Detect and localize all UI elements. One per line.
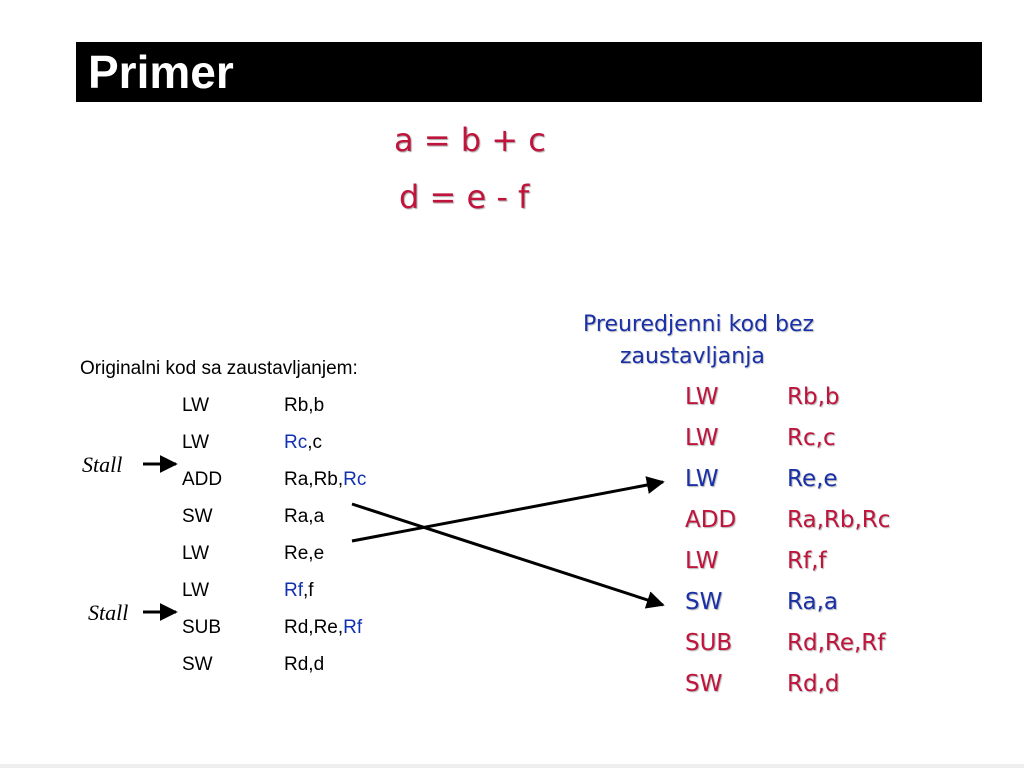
opcode: LW	[685, 425, 719, 451]
opcode: SUB	[182, 617, 222, 638]
operand-text: Ra,a	[284, 506, 325, 527]
operand-text: Rd,d	[284, 654, 325, 675]
footer-divider	[0, 764, 1024, 768]
operand-text: Re,e	[284, 543, 325, 564]
opcode: ADD	[685, 507, 737, 533]
original-code-heading: Originalni kod sa zaustavljanjem:	[80, 358, 358, 379]
highlighted-register: Rc	[284, 432, 308, 453]
opcode: SW	[685, 589, 723, 615]
slide-title: Primer	[88, 46, 234, 98]
reorder-arrow	[352, 482, 663, 541]
opcode: SUB	[685, 630, 733, 656]
operands: Rc,c	[787, 425, 836, 451]
operand-text: Rb,b	[284, 395, 325, 416]
equation-1: a = b + c	[394, 121, 546, 159]
operands: Ra,a	[787, 589, 838, 615]
reordered-heading-line-2: zaustavljanja	[620, 344, 765, 369]
operand-text: ,f	[303, 580, 314, 601]
operand-text: Ra,Rb,	[284, 469, 344, 490]
operands: Ra,Rb,Rc	[787, 507, 891, 533]
stall-label: Stall	[88, 600, 129, 625]
operands: Rf,f	[787, 548, 827, 574]
reordered-heading-line-1: Preuredjenni kod bez	[583, 312, 815, 337]
reorder-arrow	[352, 504, 663, 605]
operand-text: Rd,Re,	[284, 617, 344, 638]
opcode: LW	[685, 466, 719, 492]
opcode: LW	[182, 580, 210, 601]
opcode: ADD	[182, 469, 223, 490]
opcode: LW	[685, 384, 719, 410]
equation-2: d = e - f	[399, 178, 530, 216]
operand-text: ,c	[307, 432, 323, 453]
highlighted-register: Rf	[343, 617, 363, 638]
opcode: SW	[182, 654, 213, 675]
opcode: SW	[685, 671, 723, 697]
operands: Rd,d	[787, 671, 840, 697]
highlighted-register: Rc	[343, 469, 367, 490]
opcode: LW	[182, 543, 210, 564]
operands: Rb,b	[787, 384, 840, 410]
opcode: LW	[685, 548, 719, 574]
opcode: LW	[182, 432, 210, 453]
operands: Rd,Re,Rf	[787, 630, 886, 656]
opcode: LW	[182, 395, 210, 416]
highlighted-register: Rf	[284, 580, 303, 601]
opcode: SW	[182, 506, 213, 527]
operands: Re,e	[787, 466, 838, 492]
stall-label: Stall	[82, 452, 123, 477]
